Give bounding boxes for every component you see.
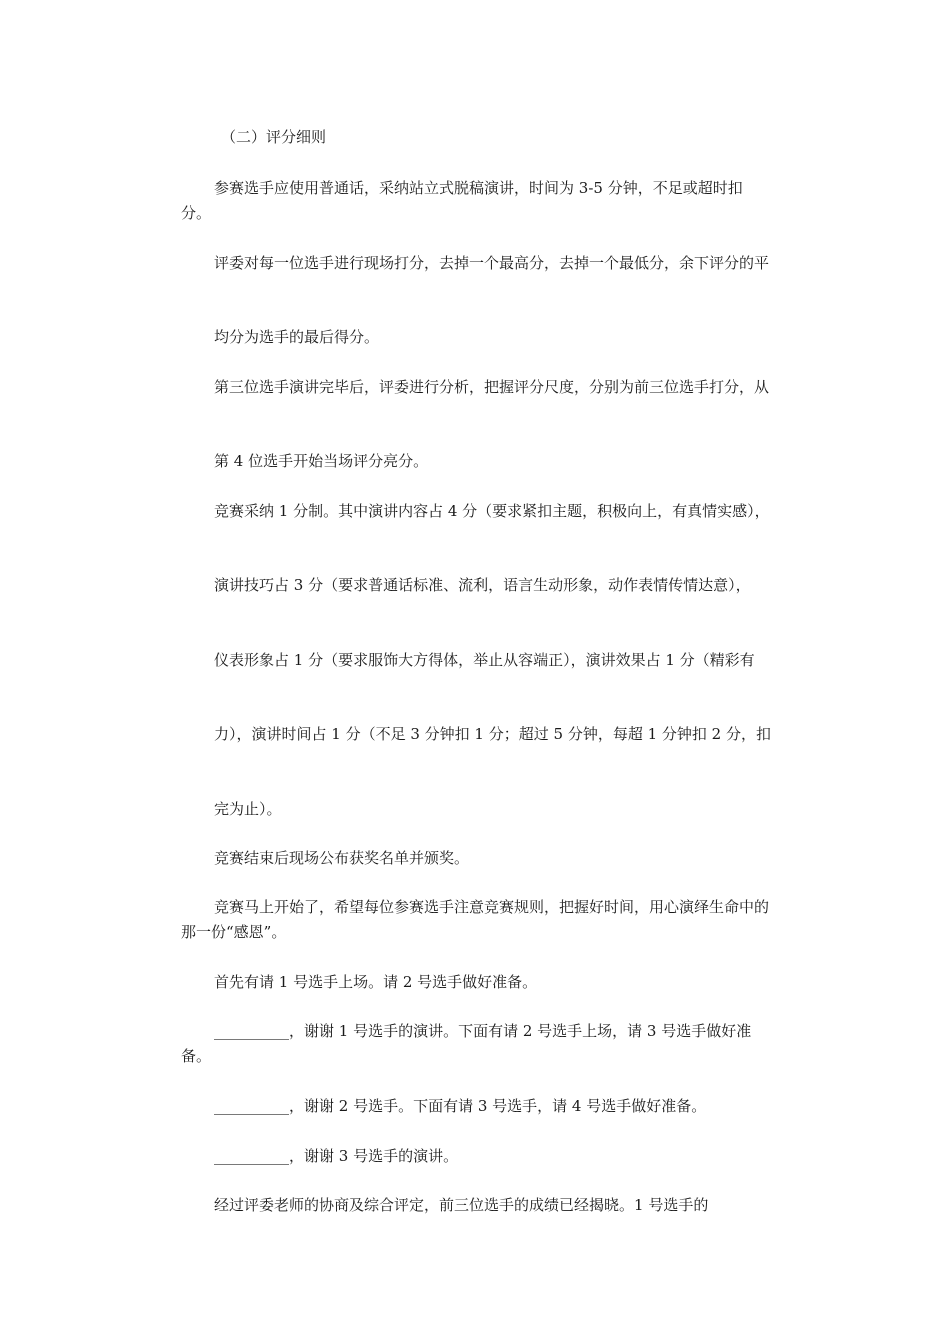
paragraph-8: 仪表形象占 1 分（要求服饰大方得体，举止从容端正），演讲效果占 1 分（精彩有	[214, 651, 755, 669]
paragraph-1: 参赛选手应使用普通话，采纳站立式脱稿演讲，时间为 3-5 分钟，不足或超时扣分。	[181, 179, 743, 222]
paragraph-11: 竞赛结束后现场公布获奖名单并颁奖。	[214, 849, 470, 867]
paragraph-14: __________，谢谢 1 号选手的演讲。下面有请 2 号选手上场，请 3 号选手做好准备。	[181, 1022, 752, 1065]
paragraph-17: 经过评委老师的协商及综合评定，前三位选手的成绩已经揭晓。1 号选手的	[214, 1196, 709, 1214]
paragraph-12: 竞赛马上开始了，希望每位参赛选手注意竞赛规则，把握好时间，用心演绎生命中的那一份“感恩”。	[181, 898, 770, 941]
paragraph-15: __________，谢谢 2 号选手。下面有请 3 号选手，请 4 号选手做好准备。	[214, 1097, 707, 1115]
paragraph-2: 评委对每一位选手进行现场打分，去掉一个最高分，去掉一个最低分，余下评分的平	[214, 254, 770, 272]
paragraph-7: 演讲技巧占 3 分（要求普通话标准、流利，语言生动形象，动作表情传情达意），	[214, 576, 751, 594]
paragraph-3: 均分为选手的最后得分。	[214, 328, 380, 346]
paragraph-4: 第三位选手演讲完毕后，评委进行分析，把握评分尺度，分别为前三位选手打分，从	[214, 378, 770, 396]
section-heading: （二）评分细则	[221, 128, 327, 146]
paragraph-5: 第 4 位选手开始当场评分亮分。	[214, 452, 429, 470]
paragraph-9: 力），演讲时间占 1 分（不足 3 分钟扣 1 分；超过 5 分钟，每超 1 分钟扣 2 分，扣	[214, 725, 771, 743]
paragraph-10: 完为止）。	[214, 800, 282, 818]
paragraph-13: 首先有请 1 号选手上场。请 2 号选手做好准备。	[214, 973, 538, 991]
paragraph-6: 竞赛采纳 1 分制。其中演讲内容占 4 分（要求紧扣主题，积极向上，有真情实感），	[214, 502, 770, 520]
paragraph-16: __________，谢谢 3 号选手的演讲。	[214, 1147, 459, 1165]
